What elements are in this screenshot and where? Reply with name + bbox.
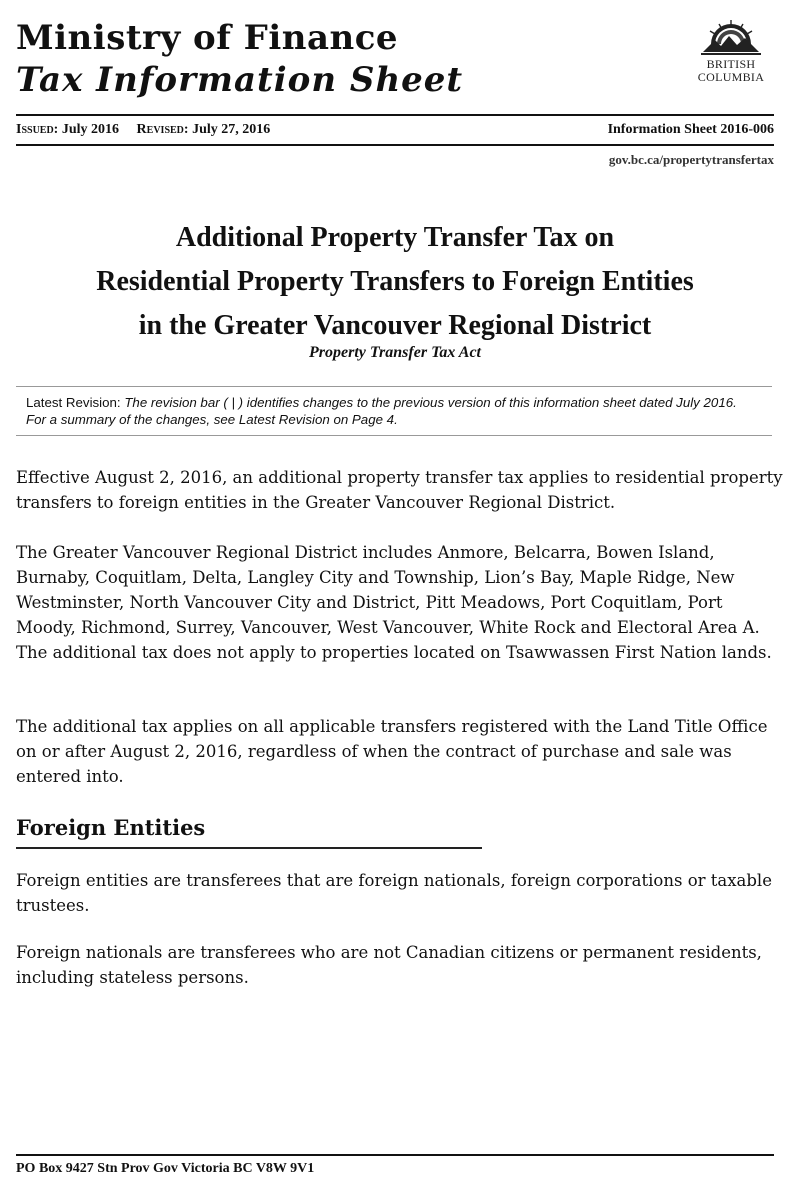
revised-label: Revised: xyxy=(136,122,189,137)
act-name: Property Transfer Tax Act xyxy=(309,344,481,361)
title-line-1: Additional Property Transfer Tax on xyxy=(175,222,615,253)
document-title xyxy=(16,216,774,348)
footer-address: PO Box 9427 Stn Prov Gov Victoria BC V8W 9V1 xyxy=(16,1161,315,1176)
title-line-2: Residential Property Transfers to Foreign Entities xyxy=(96,266,694,297)
paragraph-foreign-nationals: Foreign nationals are transferees who are not Canadian citizens or permanent residents, including stateless persons. xyxy=(16,943,762,987)
revised-value: July 27, 2016 xyxy=(192,122,271,137)
website-url[interactable]: gov.bc.ca/propertytransfertax xyxy=(608,152,774,167)
document-header xyxy=(16,14,774,106)
header-rule-bottom xyxy=(16,144,774,146)
section-heading-foreign-entities: Foreign Entities xyxy=(16,815,206,840)
title-line-3: in the Greater Vancouver Regional District xyxy=(138,310,652,341)
revision-label: Latest Revision: xyxy=(26,395,121,410)
paragraph-foreign-entities: Foreign entities are transferees that are foreign nationals, foreign corporations or taxable trustees. xyxy=(16,871,772,915)
ministry-name: Ministry of Finance xyxy=(16,18,399,58)
revision-body: The revision bar ( | ) identifies changes to the previous version of this information sheet dated July 2016. For a summary of the changes, see Latest Revision on Page 4. xyxy=(26,395,737,427)
logo-line-2: COLUMBIA xyxy=(697,70,765,84)
issue-dates xyxy=(16,120,270,140)
revision-notice xyxy=(16,386,772,436)
paragraph-registration: The additional tax applies on all applicable transfers registered with the Land Title Office on or after August 2, 2016, regardless of when the contract of purchase and sale was entered into. xyxy=(16,717,768,786)
issued-value: July 2016 xyxy=(61,122,120,137)
bc-sun-mountain-icon xyxy=(701,18,761,58)
header-rule-top xyxy=(16,114,774,116)
issued-label: Issued: xyxy=(16,122,59,137)
footer-rule xyxy=(16,1154,774,1156)
sheet-number: Information Sheet 2016-006 xyxy=(607,122,774,137)
paragraph-effective-date: Effective August 2, 2016, an additional property transfer tax applies to residential property transfers to foreign entities in the Greater Vancouver Regional District. xyxy=(16,468,783,512)
section-rule xyxy=(16,847,482,849)
bc-logo xyxy=(688,18,774,104)
meta-row xyxy=(16,120,774,140)
sheet-title: Tax Information Sheet xyxy=(16,60,464,100)
logo-line-1: BRITISH xyxy=(706,57,756,71)
revision-text xyxy=(26,394,746,428)
paragraph-district-list: The Greater Vancouver Regional District includes Anmore, Belcarra, Bowen Island, Burnaby, Coquitlam, Delta, Langley City and Township, Lion’s Bay, Maple Ridge, New Westminster, North Vancouver City and District, Pitt Meadows, Port Coquitlam, Port Moody, Richmond, Surrey, Vancouver, West Vancouver, White Rock and Electoral Area A. The additional tax does not apply to properties located on Tsawwassen First Nation lands. xyxy=(16,543,772,662)
